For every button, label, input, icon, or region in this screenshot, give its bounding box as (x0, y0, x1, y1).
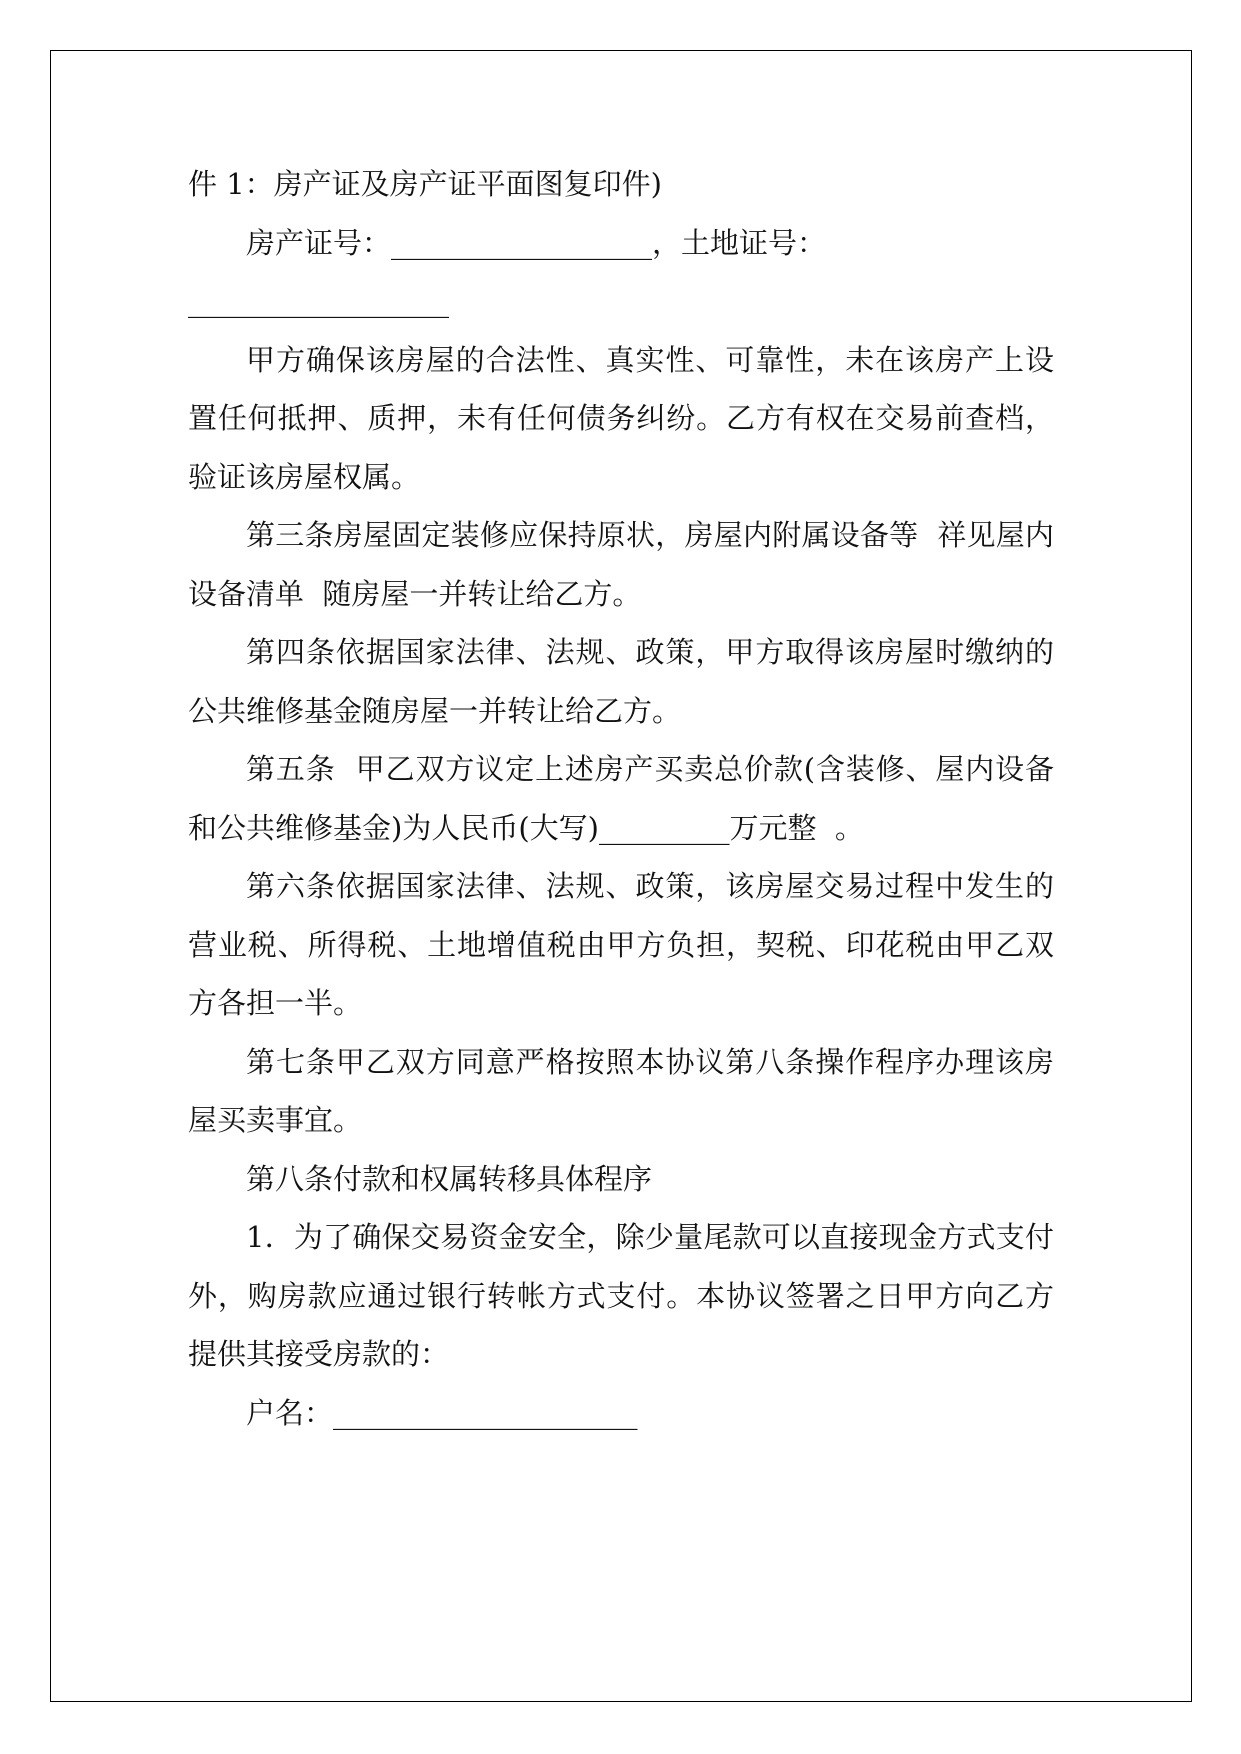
article-5-paragraph: 第五条 甲乙双方议定上述房产买卖总价款(含装修、屋内设备和公共维修基金)为人民币(大写)_________万元整 。 (188, 752, 1054, 845)
party-a-guarantee-paragraph: 甲方确保该房屋的合法性、真实性、可靠性，未在该房产上设置任何抵押、质押，未有任何债务纠纷。乙方有权在交易前查档，验证该房屋权属。 (188, 342, 1054, 494)
article-3-paragraph: 第三条房屋固定装修应保持原状，房屋内附属设备等 祥见屋内设备清单 随房屋一并转让给乙方。 (188, 518, 1054, 611)
account-name-line: 户名：_____________________ (246, 1395, 638, 1430)
land-certificate-blank: __________________ (188, 284, 449, 318)
article-4-paragraph: 第四条依据国家法律、法规、政策，甲方取得该房屋时缴纳的公共维修基金随房屋一并转让给乙方。 (188, 635, 1054, 728)
certificate-numbers-line: 房产证号：__________________，土地证号： (246, 225, 827, 260)
article-6-paragraph: 第六条依据国家法律、法规、政策，该房屋交易过程中发生的营业税、所得税、土地增值税由甲方负担，契税、印花税由甲乙双方各担一半。 (188, 869, 1054, 1020)
document-body (188, 155, 1054, 1442)
article-8-heading: 第八条付款和权属转移具体程序 (246, 1161, 653, 1196)
attachment-note: 件 1：房产证及房产证平面图复印件) (188, 167, 662, 201)
article-7-paragraph: 第七条甲乙双方同意严格按照本协议第八条操作程序办理该房屋买卖事宜。 (188, 1044, 1054, 1137)
payment-clause-1: 1．为了确保交易资金安全，除少量尾款可以直接现金方式支付外，购房款应通过银行转帐方式支付。本协议签署之日甲方向乙方提供其接受房款的： (188, 1220, 1054, 1371)
